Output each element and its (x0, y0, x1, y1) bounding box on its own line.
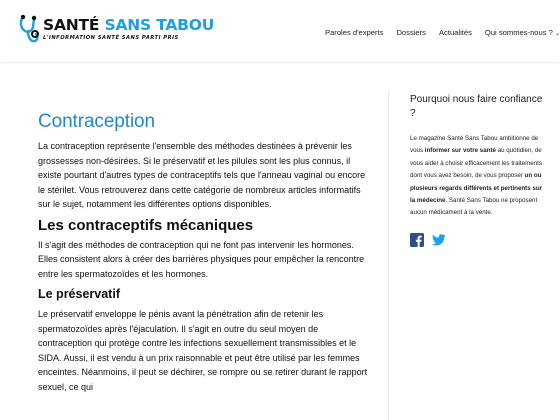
logo-title-part1: SANTÉ (43, 16, 105, 34)
nav-item-qui-sommes-nous[interactable] (485, 28, 560, 37)
sidebar-text-part: au quotidien, de vous aider à choisir efficacement les traitements dont vous avez besoin, de vous proposer (410, 147, 542, 180)
section-paragraph: Il s'agit des méthodes de contraception qui ne font pas intervenir les hormones. Elles consistent alors à créer des barrières physiques pour empêcher la rencontre entre les spermatozoïdes et les hormones. (38, 239, 365, 279)
nav-item-label: Qui sommes-nous ? (484, 28, 553, 37)
sidebar-text-bold: un ou plusieurs regards différents et pertinents sur la médecine (410, 172, 543, 205)
twitter-icon[interactable] (432, 233, 446, 247)
nav-item-dossiers[interactable]: Dossiers (396, 28, 426, 37)
logo-title-part2: SANS TABOU (104, 16, 215, 34)
chevron-down-icon: ⌄ (554, 31, 560, 37)
sub-paragraph: Le préservatif enveloppe le pénis avant la pénétration afin de retenir les spermatozoïdes après l'éjaculation. Il s'agit en outre du seul moyen de contraception qui protège contre les infections sexuellement transmissibles et le SIDA. Aussi, il est vendu à un prix raisonnable et peut être utilisé par les femmes enceintes. Néanmoins, il peut se déchirer, se rompre ou se retirer durant le rapport sexuel, ce qui (38, 309, 368, 392)
sidebar-text (410, 133, 545, 220)
sidebar-text-part: . Santé Sans Tabou ne proposent aucun médicament à la vente. (410, 197, 538, 217)
site-logo[interactable] (19, 13, 214, 47)
section-heading: Les contraceptifs mécaniques (38, 216, 254, 234)
page-title: Contraception (38, 111, 155, 132)
logo-tagline: L'INFORMATION SANTÉ SANS PARTI PRIS (43, 35, 179, 41)
nav-item-paroles-experts[interactable]: Paroles d'experts (325, 28, 384, 37)
site-header (0, 0, 560, 62)
sub-heading: Le préservatif (38, 287, 120, 301)
main-nav (325, 28, 560, 37)
social-links (410, 233, 545, 247)
sidebar-title: Pourquoi nous faire confiance ? (410, 94, 543, 119)
sidebar-text-part: Le magazine Santé Sans Tabou ambitionne de vous (410, 135, 539, 155)
logo-title (43, 16, 214, 34)
sidebar (410, 93, 545, 247)
facebook-icon[interactable] (410, 233, 424, 247)
sidebar-divider (388, 91, 389, 420)
sidebar-text-bold: informer sur votre santé (424, 147, 496, 155)
stethoscope-logo-icon (19, 13, 41, 47)
intro-paragraph: La contraception représente l'ensemble des méthodes destinées à prévenir les grossesses non-désirées. Si le préservatif et les pilules sont les plus connus, il existe pourtant d'autres types de contraceptifs tels que l'anneau vaginal ou encore le stérilet. Vous retrouverez dans cette catégorie de nombreux articles informatifs sur le sujet, notamment les différentes options disponibles. (38, 141, 366, 209)
main-content (38, 110, 368, 394)
nav-item-actualites[interactable]: Actualités (438, 28, 472, 37)
